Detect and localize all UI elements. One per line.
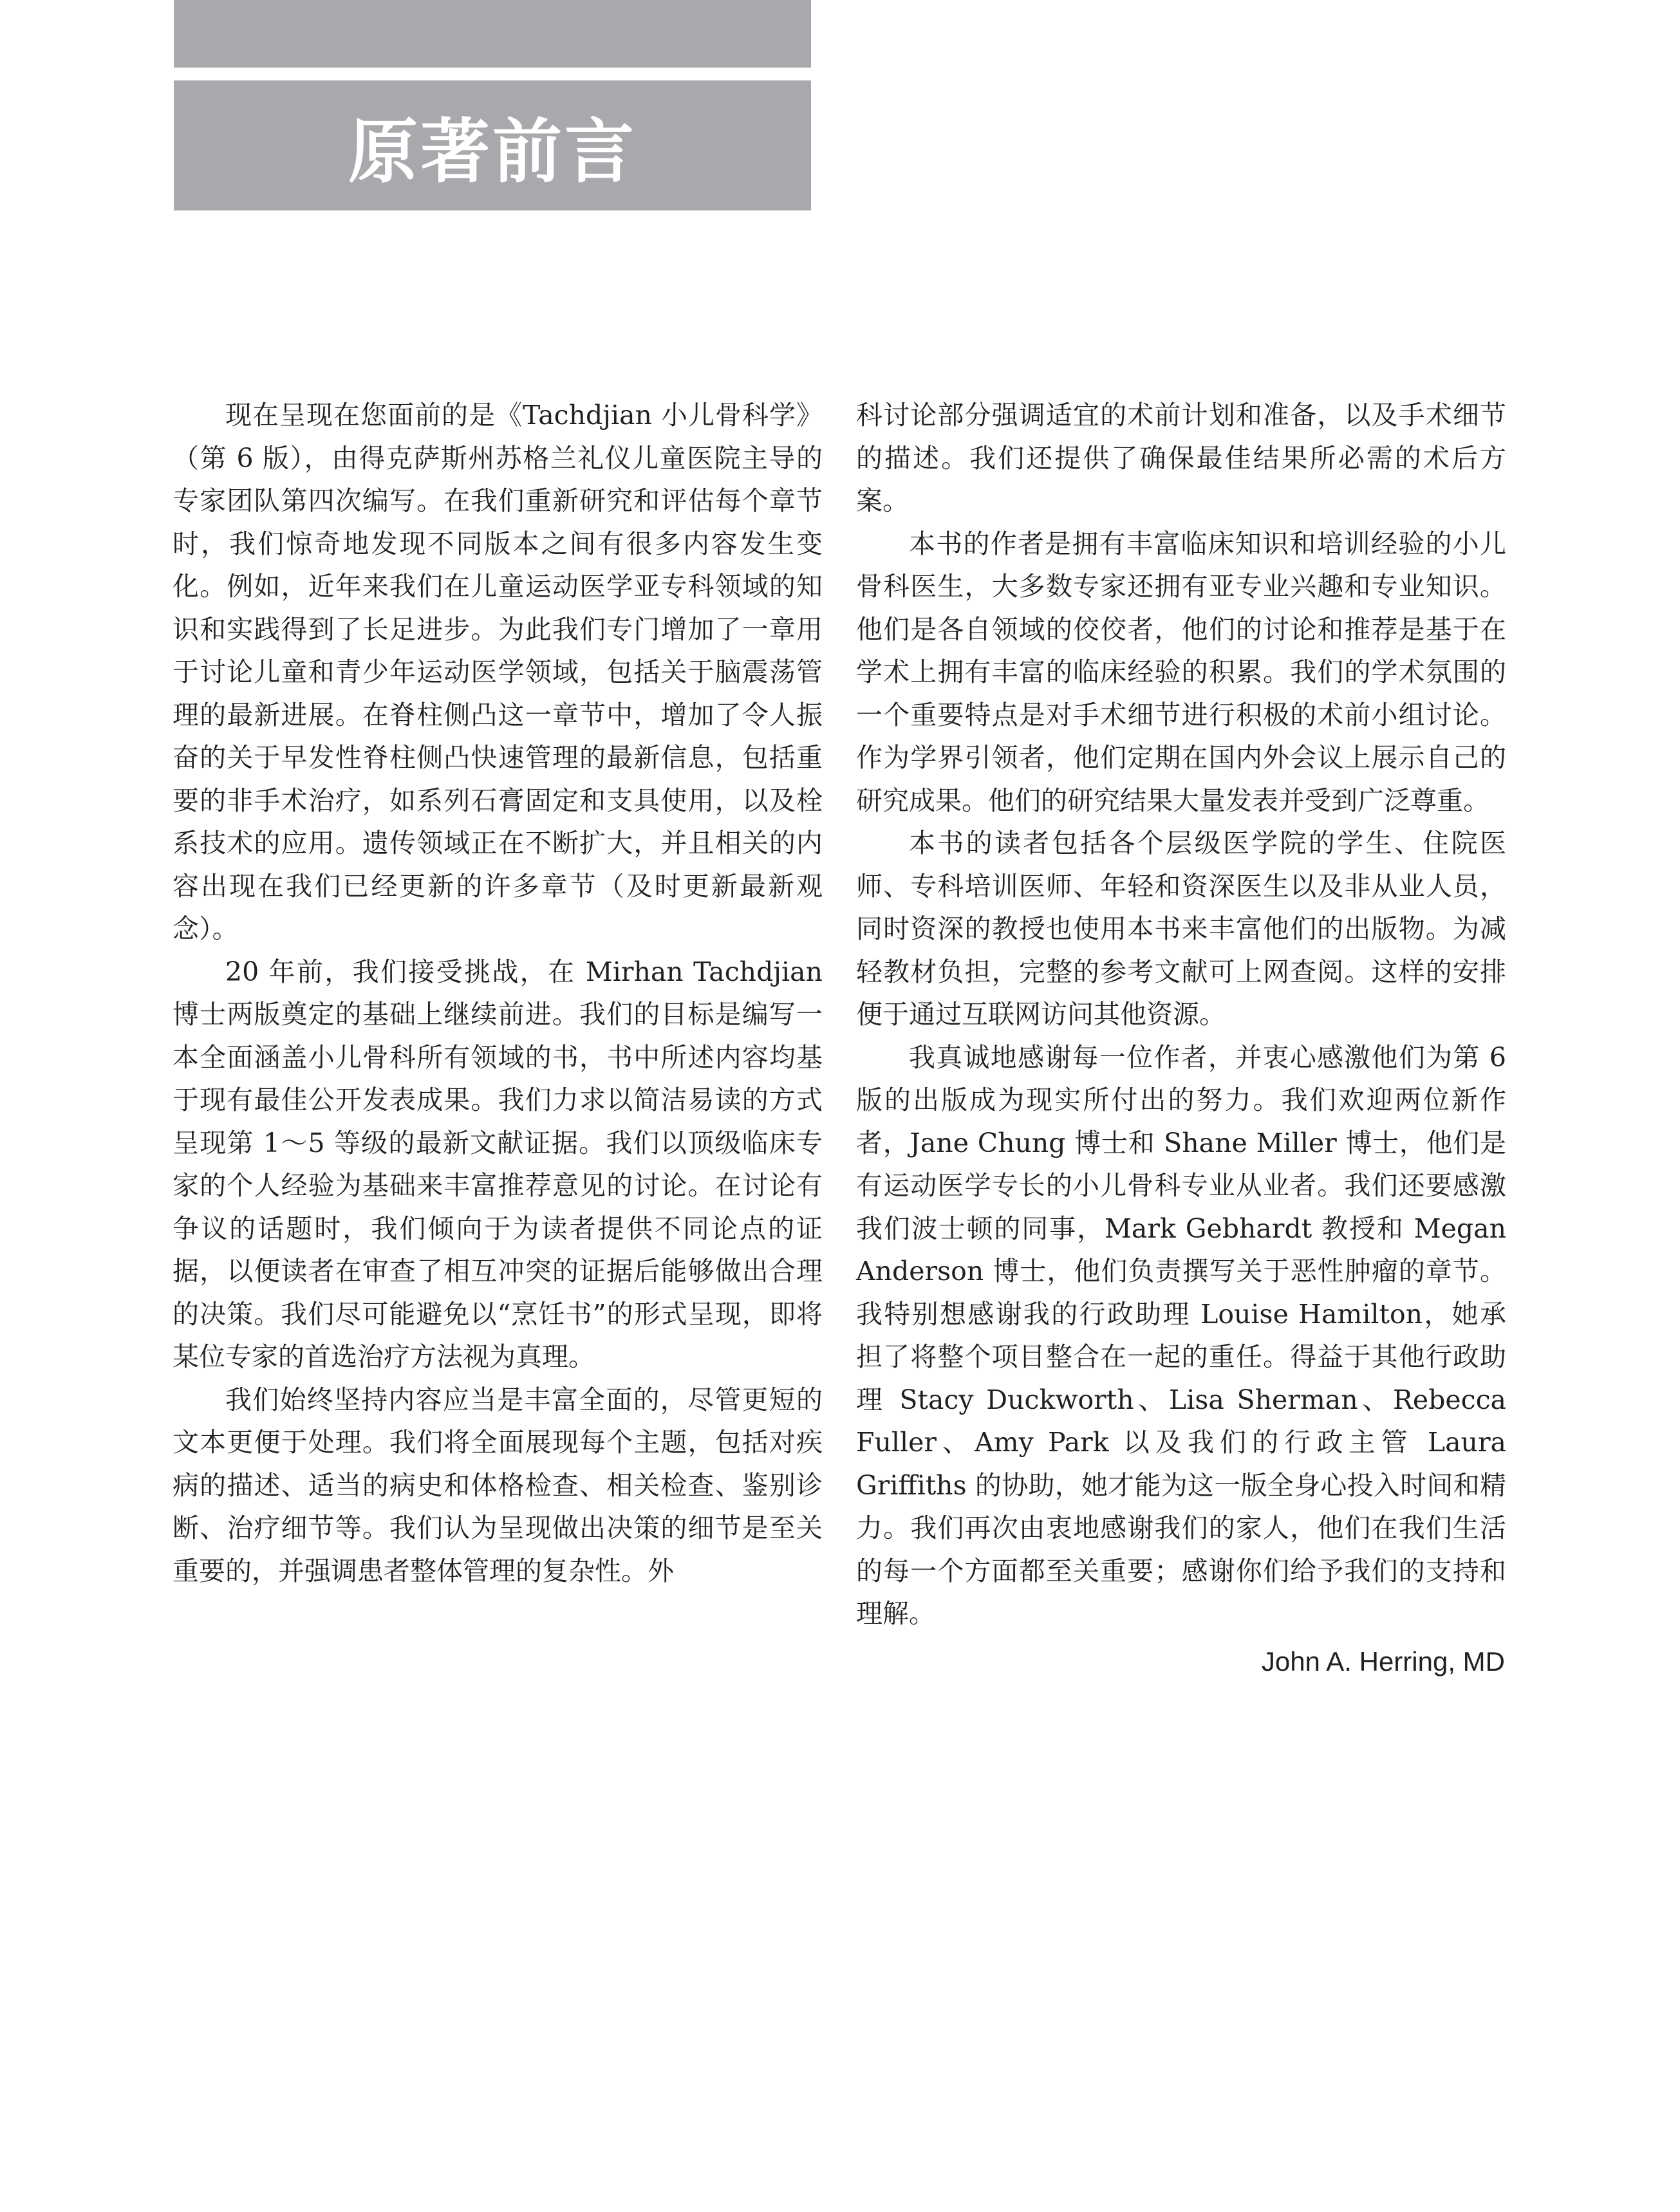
paragraph: 本书的作者是拥有丰富临床知识和培训经验的小儿骨科医生，大多数专家还拥有亚专业兴趣和专业知识。他们是各自领域的佼佼者，他们的讨论和推荐是基于在学术上拥有丰富的临床经验的积累。我们的学术氛围的一个重要特点是对手术细节进行积极的术前小组讨论。作为学界引领者，他们定期在国内外会议上展示自己的研究成果。他们的研究结果大量发表并受到广泛尊重。 — [856, 528, 1506, 816]
paragraph: 本书的读者包括各个层级医学院的学生、住院医师、专科培训医师、年轻和资深医生以及非从业人员，同时资深的教授也使用本书来丰富他们的出版物。为减轻教材负担，完整的参考文献可上网查阅。这样的安排便于通过互联网访问其他资源。 — [856, 828, 1506, 1030]
paragraph: 我们始终坚持内容应当是丰富全面的，尽管更短的文本更便于处理。我们将全面展现每个主题，包括对疾病的描述、适当的病史和体格检查、相关检查、鉴别诊断、治疗细节等。我们认为呈现做出决策的细节是至关重要的，并强调患者整体管理的复杂性。外 — [173, 1384, 823, 1586]
paragraph: 20 年前，我们接受挑战，在 Mirhan Tachdjian 博士两版奠定的基础上继续前进。我们的目标是编写一本全面涵盖小儿骨科所有领域的书，书中所述内容均基于现有最佳公开发表成果。我们力求以简洁易读的方式呈现第 1～5 等级的最新文献证据。我们以顶级临床专家的个人经验为基础来丰富推荐意见的讨论。在讨论有争议的话题时，我们倾向于为读者提供不同论点的证据，以便读者在审查了相互冲突的证据后能够做出合理的决策。我们尽可能避免以“烹饪书”的形式呈现，即将某位专家的首选治疗方法视为真理。 — [173, 956, 823, 1372]
paragraph: 我真诚地感谢每一位作者，并衷心感激他们为第 6 版的出版成为现实所付出的努力。我们欢迎两位新作者，Jane Chung 博士和 Shane Miller 博士，他们是有运动医学专长的小儿骨科专业从业者。我们还要感激我们波士顿的同事，Mark Gebhardt 教授和 Megan Anderson 博士，他们负责撰写关于恶性肿瘤的章节。我特别想感谢我的行政助理 Louise Hamilton，她承担了将整个项目整合在一起的重任。得益于其他行政助理 Stacy Duckworth、Lisa Sherman、Rebecca Fuller、Amy Park 以及我们的行政主管 Laura Griffiths 的协助，她才能为这一版全身心投入时间和精力。我们再次由衷地感谢我们的家人，他们在我们生活的每一个方面都至关重要；感谢你们给予我们的支持和理解。 — [856, 1041, 1506, 1629]
paragraph-continued: 科讨论部分强调适宜的术前计划和准备，以及手术细节的描述。我们还提供了确保最佳结果所必需的术后方案。 — [856, 400, 1506, 516]
author-signature: John A. Herring, MD — [1261, 1646, 1505, 1677]
page-title: 原著前言 — [348, 111, 637, 192]
left-text-column — [173, 394, 823, 1592]
paragraph: 现在呈现在您面前的是《Tachdjian 小儿骨科学》（第 6 版），由得克萨斯州苏格兰礼仪儿童医院主导的专家团队第四次编写。在我们重新研究和评估每个章节时，我们惊奇地发现不同版本之间有很多内容发生变化。例如，近年来我们在儿童运动医学亚专科领域的知识和实践得到了长足进步。为此我们专门增加了一章用于讨论儿童和青少年运动医学领域，包括关于脑震荡管理的最新进展。在脊柱侧凸这一章节中，增加了令人振奋的关于早发性脊柱侧凸快速管理的最新信息，包括重要的非手术治疗，如系列石膏固定和支具使用，以及栓系技术的应用。遗传领域正在不断扩大，并且相关的内容出现在我们已经更新的许多章节（及时更新最新观念）。 — [173, 400, 823, 944]
right-text-column — [856, 394, 1506, 1635]
header-decor-bar — [174, 0, 811, 68]
